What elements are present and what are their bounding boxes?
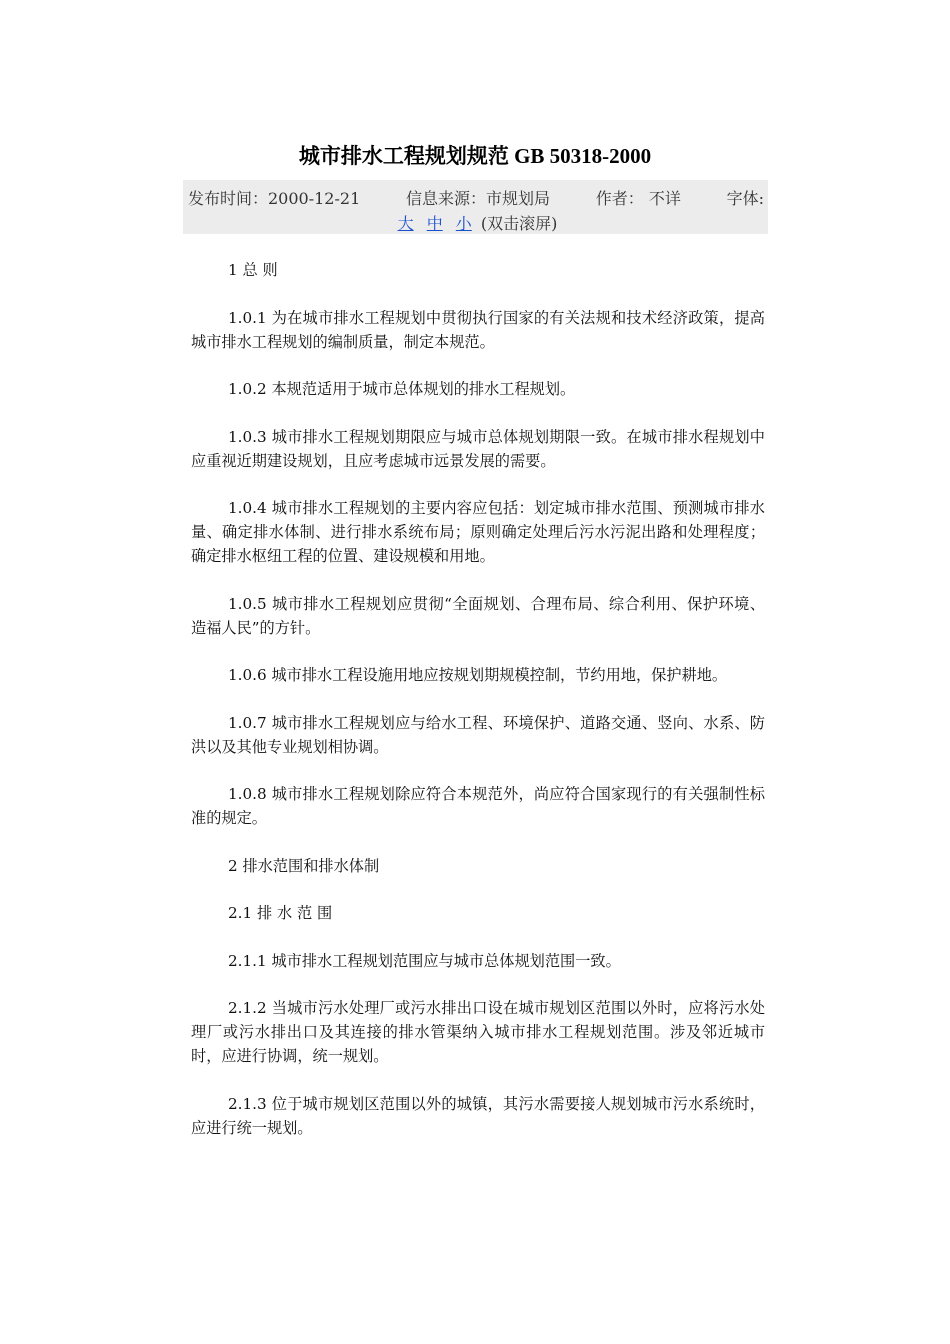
meta-info-bar (183, 180, 768, 234)
clause-paragraph: 1.0.1 为在城市排水工程规划中贯彻执行国家的有关法规和技术经济政策，提高城市排水工程规划的编制质量，制定本规范。 (191, 308, 765, 351)
clause-paragraph: 2.1.1 城市排水工程规划范围应与城市总体规划范围一致。 (228, 951, 621, 970)
clause-paragraph: 1.0.4 城市排水工程规划的主要内容应包括：划定城市排水范围、预测城市排水量、确定排水体制、进行排水系统布局；原则确定处理后污水污泥出路和处理程度；确定排水枢纽工程的位置、建设规模和用地。 (191, 499, 765, 565)
clause-paragraph: 2.1.3 位于城市规划区范围以外的城镇，其污水需要接人规划城市污水系统时，应进行统一规划。 (191, 1094, 765, 1137)
meta-line (188, 186, 764, 210)
clause-paragraph: 1.0.2 本规范适用于城市总体规划的排水工程规划。 (228, 380, 576, 398)
section-heading: 2 排水范围和排水体制 (228, 856, 380, 875)
subsection-heading: 2.1 排 水 范 围 (228, 904, 333, 922)
publish-date: 发布时间：2000-12-21 (188, 189, 361, 208)
clause-paragraph: 1.0.3 城市排水工程规划期限应与城市总体规划期限一致。在城市排水程规划中应重视近期建设规划，且应考虑城市远景发展的需要。 (191, 427, 765, 470)
font-size-small-link[interactable]: 小 (455, 214, 472, 233)
clause-paragraph: 1.0.7 城市排水工程规划应与给水工程、环境保护、道路交通、竖向、水系、防洪以及其他专业规划相协调。 (191, 713, 765, 756)
clause-paragraph: 2.1.2 当城市污水处理厂或污水排出口设在城市规划区范围以外时，应将污水处理厂或污水排出口及其连接的排水管渠纳入城市排水工程规划范围。涉及邻近城市时，应进行协调，统一规划。 (191, 999, 765, 1065)
section-heading: 1 总 则 (228, 261, 278, 279)
document-body (191, 258, 765, 1163)
font-size-controls (183, 211, 768, 234)
font-size-label: 字体: (726, 189, 764, 208)
info-source: 信息来源：市规划局 (406, 189, 551, 208)
font-size-medium-link[interactable]: 中 (426, 214, 443, 233)
scroll-hint: (双击滚屏) (480, 214, 558, 233)
author: 作者： 不详 (595, 189, 681, 208)
clause-paragraph: 1.0.5 城市排水工程规划应贯彻“全面规划、合理布局、综合利用、保护环境、造福人民”的方针。 (191, 594, 765, 637)
clause-paragraph: 1.0.8 城市排水工程规划除应符合本规范外，尚应符合国家现行的有关强制性标准的规定。 (191, 785, 765, 827)
font-size-large-link[interactable]: 大 (397, 214, 414, 233)
clause-paragraph: 1.0.6 城市排水工程设施用地应按规划期规模控制，节约用地，保护耕地。 (228, 666, 728, 684)
document-title: 城市排水工程规划规范 GB 50318-2000 (298, 144, 652, 168)
